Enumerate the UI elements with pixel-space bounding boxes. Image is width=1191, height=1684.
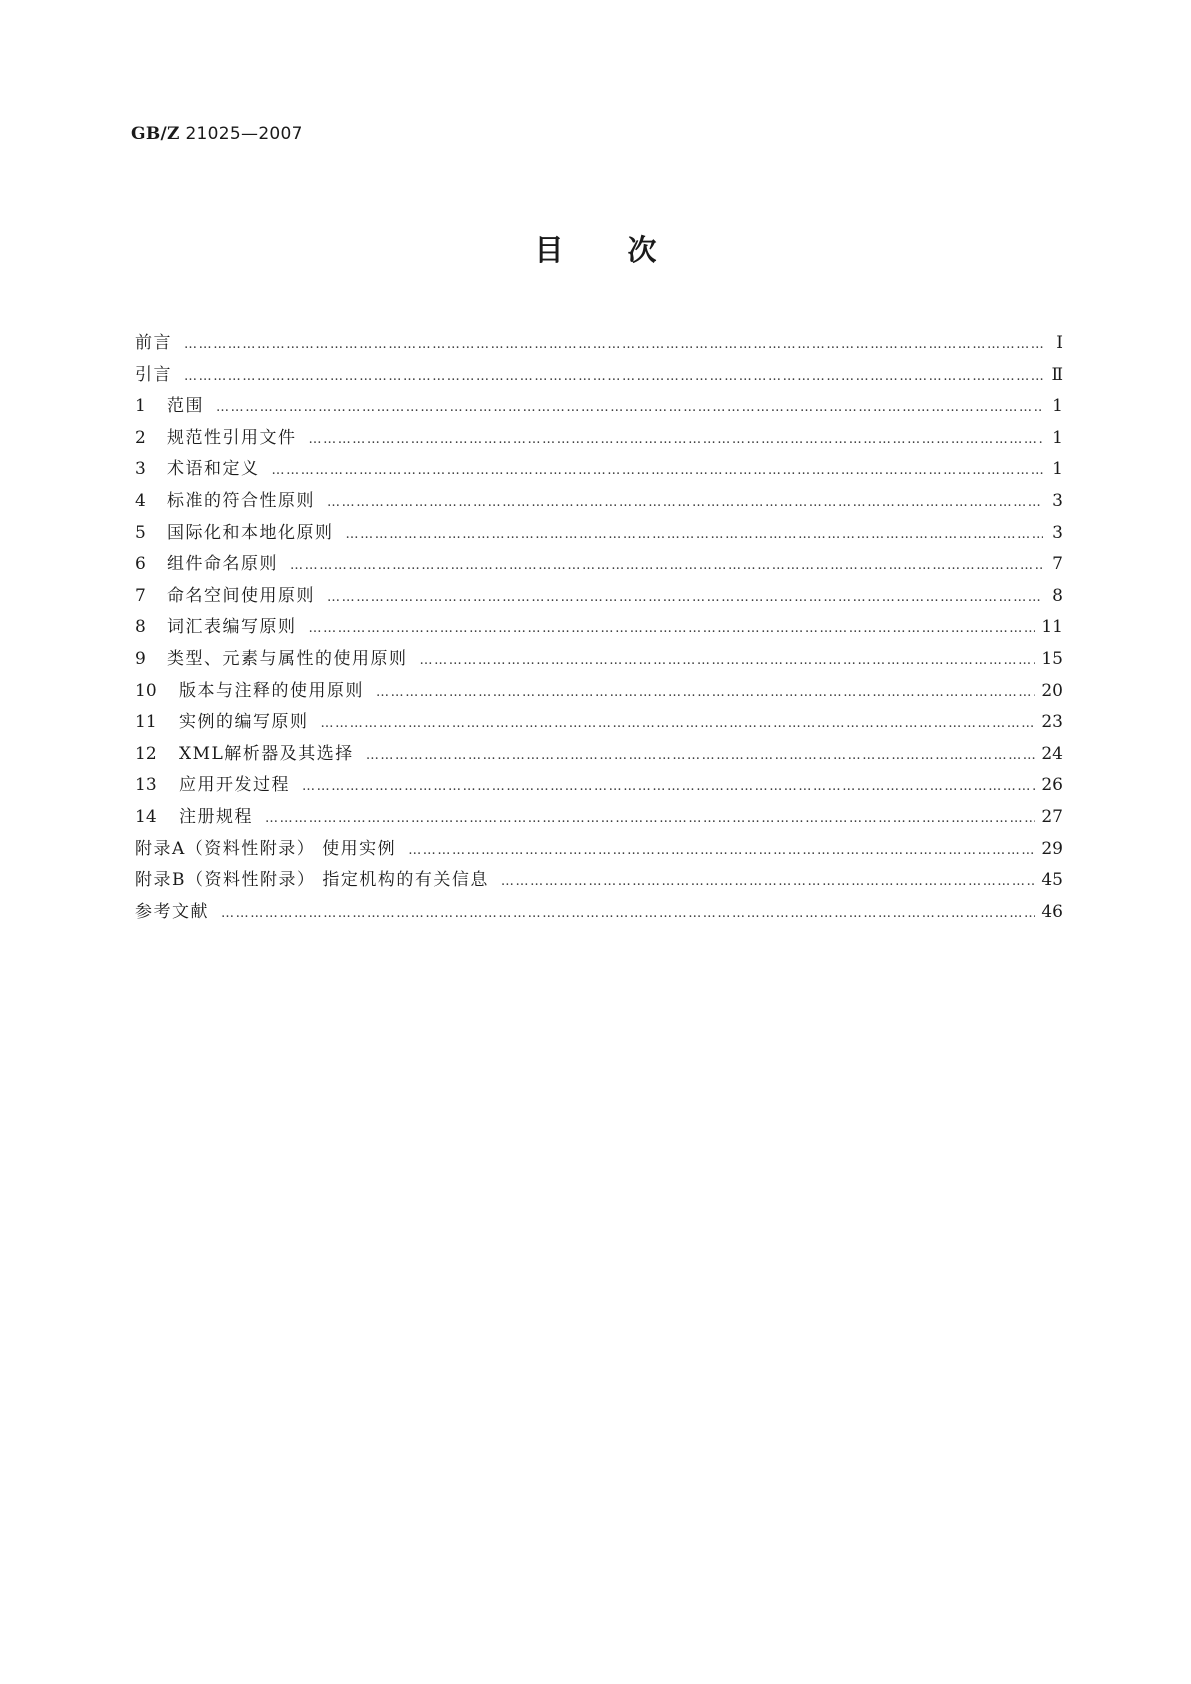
toc-entry-label: 术语和定义 <box>167 459 260 480</box>
toc-entry-label: 命名空间使用原则 <box>167 585 315 606</box>
toc-entry-number: 13 <box>135 775 157 796</box>
toc-entry-page: 1 <box>1052 459 1063 480</box>
toc-entry-label: 应用开发过程 <box>179 775 290 796</box>
leader-dots <box>309 424 1044 456</box>
leader-dots <box>216 392 1043 424</box>
toc-entry-page: 23 <box>1041 712 1063 733</box>
toc-entry-number: 2 <box>135 427 146 448</box>
toc-entry-number: 11 <box>135 712 157 733</box>
toc-entry-number: 6 <box>135 554 146 575</box>
leader-dots <box>408 835 1035 867</box>
leader-dots <box>376 677 1035 709</box>
leader-dots <box>501 866 1035 898</box>
toc-entry-label: 引言 <box>135 364 172 385</box>
toc-entry-7[interactable] <box>135 581 1063 613</box>
toc-entry-page: 1 <box>1052 427 1063 448</box>
toc-entry-label: 组件命名原则 <box>167 554 278 575</box>
toc-entry-number: 3 <box>135 459 146 480</box>
toc-entry-13[interactable] <box>135 770 1063 802</box>
toc-entry-label: 附录B（资料性附录） 指定机构的有关信息 <box>135 870 489 891</box>
leader-dots <box>321 708 1036 740</box>
toc-entry-6[interactable] <box>135 549 1063 581</box>
toc-entry-foreword[interactable] <box>135 328 1063 360</box>
toc-entry-references[interactable] <box>135 897 1063 929</box>
toc-entry-appendix-a[interactable] <box>135 834 1063 866</box>
leader-dots <box>327 582 1043 614</box>
toc-entry-4[interactable] <box>135 486 1063 518</box>
toc-entry-label: 版本与注释的使用原则 <box>179 680 364 701</box>
toc-entry-number: 5 <box>135 522 146 543</box>
toc-entry-9[interactable] <box>135 644 1063 676</box>
toc-entry-label: 前言 <box>135 333 172 353</box>
leader-dots <box>302 771 1035 803</box>
table-of-contents <box>135 328 1063 928</box>
toc-entry-label: 标准的符合性原则 <box>167 490 315 511</box>
leader-dots <box>366 740 1036 772</box>
toc-entry-page: Ⅱ <box>1051 364 1063 385</box>
standard-prefix: GB/Z <box>131 124 180 144</box>
standard-number: 21025—2007 <box>185 124 303 144</box>
leader-dots <box>265 803 1035 835</box>
toc-entry-label: 词汇表编写原则 <box>167 617 297 638</box>
toc-entry-10[interactable] <box>135 676 1063 708</box>
toc-entry-label: 规范性引用文件 <box>167 427 297 448</box>
toc-entry-label: 注册规程 <box>179 806 253 827</box>
toc-entry-introduction[interactable] <box>135 360 1063 392</box>
toc-entry-appendix-b[interactable] <box>135 865 1063 897</box>
toc-title: 目次 <box>534 233 721 267</box>
toc-entry-page: 24 <box>1041 743 1063 764</box>
toc-entry-number: 8 <box>135 617 146 638</box>
leader-dots <box>327 487 1043 519</box>
toc-entry-number: 10 <box>135 680 157 701</box>
toc-entry-5[interactable] <box>135 518 1063 550</box>
toc-entry-page: 26 <box>1041 775 1063 796</box>
leader-dots <box>184 361 1043 393</box>
leader-dots <box>221 898 1035 930</box>
leader-dots <box>290 550 1043 582</box>
toc-entry-12[interactable] <box>135 739 1063 771</box>
toc-entry-number: 12 <box>135 743 157 764</box>
leader-dots <box>272 455 1044 487</box>
toc-entry-page: 27 <box>1041 806 1063 827</box>
toc-entry-label: 实例的编写原则 <box>179 712 309 733</box>
toc-entry-page: Ⅰ <box>1056 333 1063 353</box>
toc-entry-page: 15 <box>1041 648 1063 669</box>
toc-entry-8[interactable] <box>135 612 1063 644</box>
toc-entry-page: 20 <box>1041 680 1063 701</box>
toc-entry-page: 7 <box>1052 554 1063 575</box>
leader-dots <box>420 645 1036 677</box>
toc-entry-page: 3 <box>1052 522 1063 543</box>
toc-entry-page: 45 <box>1041 870 1063 891</box>
leader-dots <box>346 519 1044 551</box>
toc-entry-2[interactable] <box>135 423 1063 455</box>
toc-entry-number: 4 <box>135 490 146 511</box>
toc-entry-label: 参考文献 <box>135 901 209 922</box>
toc-entry-number: 14 <box>135 806 157 827</box>
toc-entry-11[interactable] <box>135 707 1063 739</box>
toc-entry-label: 类型、元素与属性的使用原则 <box>167 648 408 669</box>
leader-dots <box>184 329 1043 361</box>
toc-entry-page: 11 <box>1041 617 1063 638</box>
toc-entry-14[interactable] <box>135 802 1063 834</box>
toc-entry-label: XML解析器及其选择 <box>179 743 354 764</box>
toc-entry-label: 国际化和本地化原则 <box>167 522 334 543</box>
toc-entry-page: 46 <box>1041 901 1063 922</box>
toc-entry-page: 29 <box>1041 838 1063 859</box>
toc-entry-page: 8 <box>1052 585 1063 606</box>
standard-code <box>131 124 303 144</box>
toc-entry-label: 范围 <box>167 396 204 417</box>
toc-entry-3[interactable] <box>135 454 1063 486</box>
toc-entry-number: 1 <box>135 396 146 417</box>
toc-entry-page: 1 <box>1052 396 1063 417</box>
toc-entry-number: 9 <box>135 648 146 669</box>
toc-entry-1[interactable] <box>135 391 1063 423</box>
toc-entry-label: 附录A（资料性附录） 使用实例 <box>135 838 397 859</box>
leader-dots <box>309 613 1036 645</box>
toc-entry-page: 3 <box>1052 490 1063 511</box>
toc-entry-number: 7 <box>135 585 146 606</box>
